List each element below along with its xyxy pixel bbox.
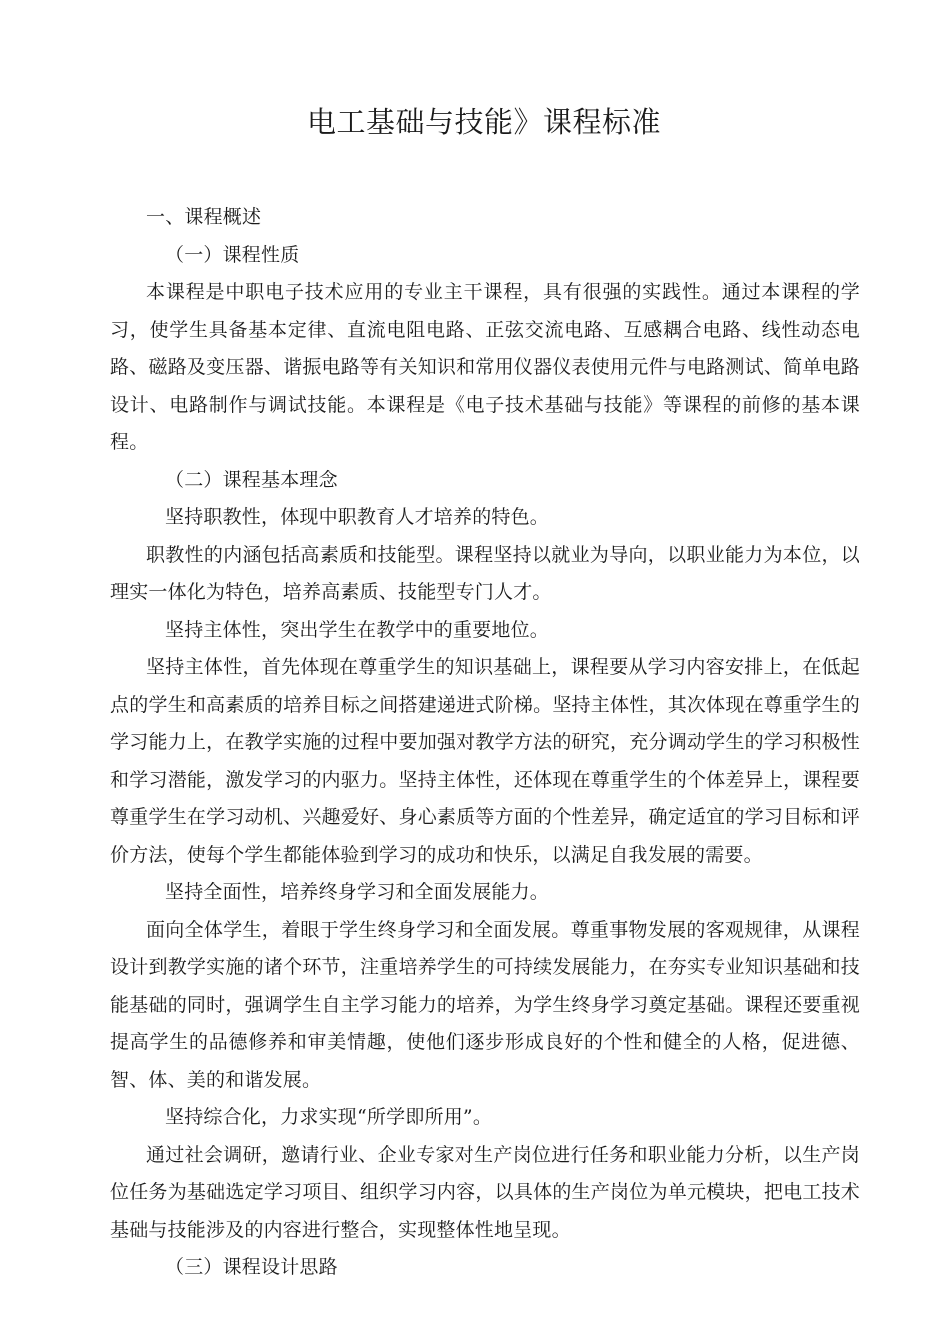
- document-body: [110, 199, 860, 1287]
- principle-lead-vocational: 坚持职教性，体现中职教育人才培养的特色。: [165, 506, 550, 528]
- principle-lead-subjectivity: 坚持主体性，突出学生在教学中的重要地位。: [165, 618, 550, 641]
- paragraph-integration: 通过社会调研，邀请行业、企业专家对生产岗位进行任务和职业能力分析，以生产岗位任务为基础选定学习项目、组织学习内容，以具体的生产岗位为单元模块，把电工技术基础与技能涉及的内容进行整合，实现整体性地呈现。: [110, 1143, 860, 1241]
- paragraph-subjectivity: 坚持主体性，首先体现在尊重学生的知识基础上，课程要从学习内容安排上，在低起点的学生和高素质的培养目标之间搭建递进式阶梯。坚持主体性，其次体现在尊重学生的学习能力上，在教学实施的过程中要加强对教学方法的研究，充分调动学生的学习积极性和学习潜能，激发学习的内驱力。坚持主体性，还体现在尊重学生的个体差异上，课程要尊重学生在学习动机、兴趣爱好、身心素质等方面的个性差异，确定适宜的学习目标和评价方法，使每个学生都能体验到学习的成功和快乐，以满足自我发展的需要。: [110, 656, 860, 866]
- paragraph-course-nature: 本课程是中职电子技术应用的专业主干课程，具有很强的实践性。通过本课程的学习，使学生具备基本定律、直流电阻电路、正弦交流电路、互感耦合电路、线性动态电路、磁路及变压器、谐振电路等有关知识和常用仪器仪表使用元件与电路测试、简单电路设计、电路制作与调试技能。本课程是《电子技术基础与技能》等课程的前修的基本课程。: [110, 281, 860, 453]
- subsection-heading-design: （三）课程设计思路: [165, 1256, 338, 1278]
- subsection-heading-philosophy: （二）课程基本理念: [165, 468, 338, 491]
- principle-lead-comprehensive: 坚持全面性，培养终身学习和全面发展能力。: [165, 881, 550, 903]
- principle-lead-integration: 坚持综合化，力求实现“所学即所用”。: [165, 1106, 493, 1128]
- paragraph-vocational: 职教性的内涵包括高素质和技能型。课程坚持以就业为导向，以职业能力为本位，以理实一体化为特色，培养高素质、技能型专门人才。: [110, 543, 860, 603]
- paragraph-comprehensive: 面向全体学生，着眼于学生终身学习和全面发展。尊重事物发展的客观规律，从课程设计到教学实施的诸个环节，注重培养学生的可持续发展能力，在夯实专业知识基础和技能基础的同时，强调学生自主学习能力的培养，为学生终身学习奠定基础。课程还要重视提高学生的品德修养和审美情趣，使他们逐步形成良好的个性和健全的人格，促进德、智、体、美的和谐发展。: [110, 918, 860, 1091]
- subsection-heading-nature: （一）课程性质: [165, 243, 300, 266]
- document-title: 电工基础与技能》课程标准: [306, 105, 661, 139]
- section-heading-overview: 一、课程概述: [146, 206, 262, 228]
